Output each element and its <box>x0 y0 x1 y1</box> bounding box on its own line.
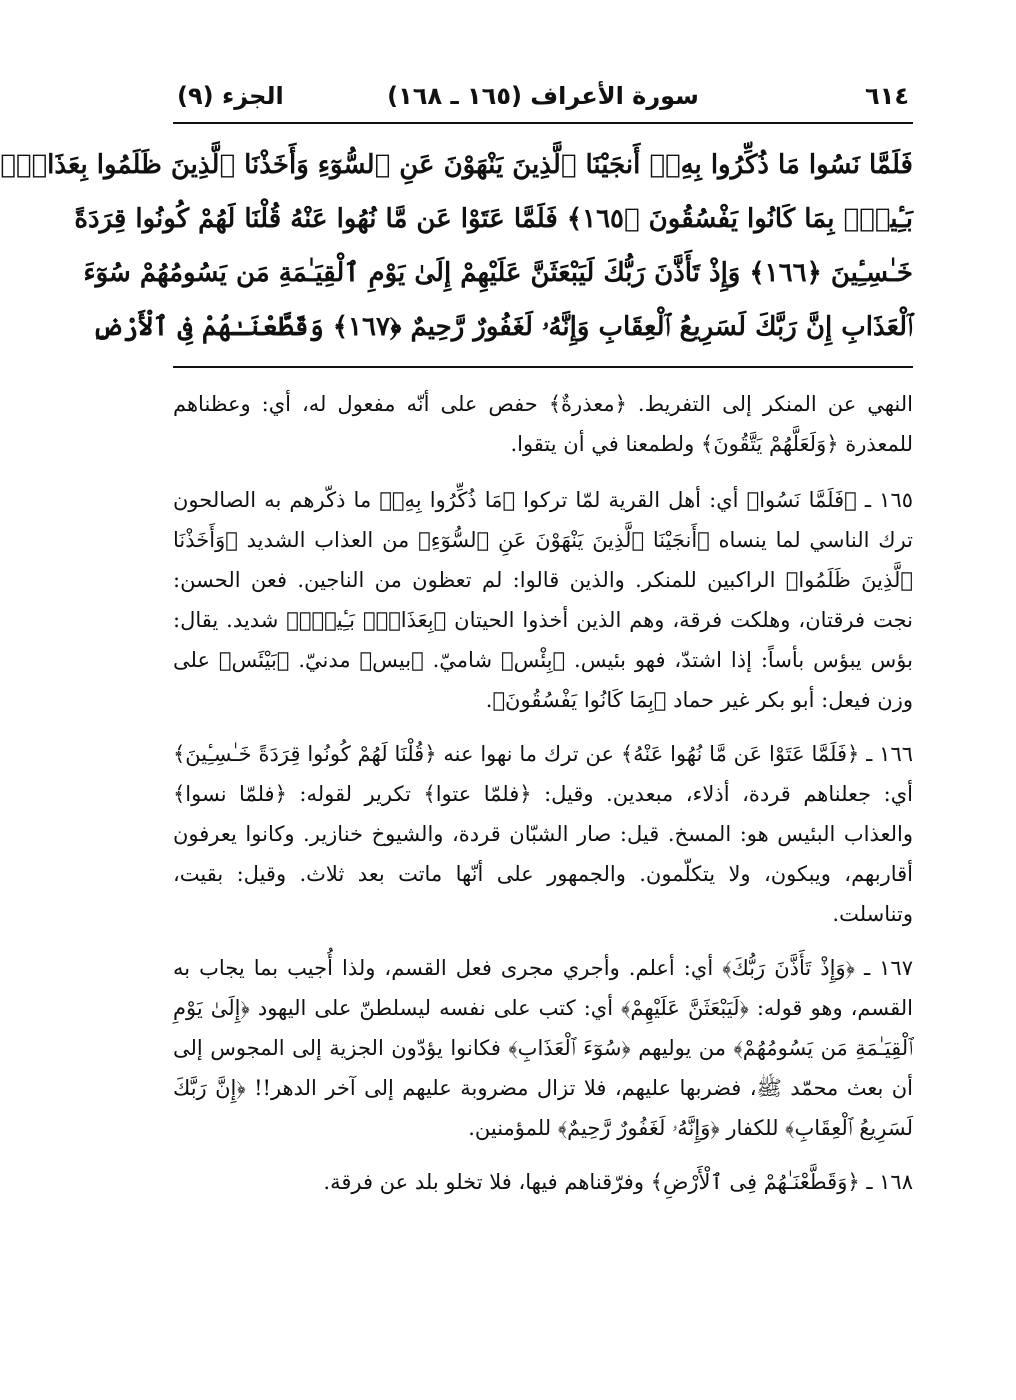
verse-number: ١٦٦ ـ <box>866 742 914 766</box>
commentary-verse-165 <box>173 480 913 720</box>
verse-number: ١٦٧ ـ <box>863 956 913 980</box>
verse-number: ١٦٥ ـ <box>864 488 914 512</box>
juz-label: الجزء (٩) <box>177 82 284 110</box>
quran-line: ٱلْعَذَابِ إِنَّ رَبَّكَ لَسَرِيعُ ٱلْعِقَابِ وَإِنَّهُۥ لَغَفُورٌ رَّحِيمٌ ﴿١٦٧﴾ وَقَطَّعْنَـٰهُمْ فِى ٱلْأَرْضِ <box>92 312 913 342</box>
surah-title: سورة الأعراف (١٦٥ ـ ١٦٨) <box>387 82 699 110</box>
commentary-intro: النهي عن المنكر إلى التفريط. ﴿معذرةٌ﴾ حفص على أنّه مفعول له، أي: وعظناهم للمعذرة ﴿وَلَعَلَّهُمْ يَتَّقُونَ﴾ ولطمعنا في أن يتقوا. <box>173 392 913 456</box>
verse-commentary-text: ﴿وَإِذْ تَأَذَّنَ رَبُّكَ﴾ أي: أعلم. وأجري مجرى فعل القسم، ولذا أُجيب بما يجاب به القسم، وهو قوله: ﴿لَيَبْعَثَنَّ عَلَيْهِمْ﴾ أي: كتب على نفسه ليسلطنّ على اليهود ﴿إِلَىٰ يَوْمِ ٱلْقِيَـٰمَةِ مَن يَسُومُهُمْ﴾ من يوليهم ﴿سُوٓءَ ٱلْعَذَابِ﴾ فكانوا يؤدّون الجزية إلى المجوس إلى أن بعث محمّد ﷺ، فضربها عليهم، فلا تزال مضروبة عليهم إلى آخر الدهر!! ﴿إِنَّ رَبَّكَ لَسَرِيعُ ٱلْعِقَابِ﴾ للكفار ﴿وَإِنَّهُۥ لَغَفُورٌ رَّحِيمٌ﴾ للمؤمنين. <box>173 956 913 1140</box>
book-page <box>0 78 914 1216</box>
commentary-verse-167 <box>173 948 913 1148</box>
verse-commentary-text: ﴿فَلَمَّا نَسُوا﴾ أي: أهل القرية لمّا تركوا ﴿مَا ذُكِّرُوا بِهِۦ﴾ ما ذكّرهم به الصالحون ترك الناسي لما ينساه ﴿أَنجَيْنَا ٱلَّذِينَ يَنْهَوْنَ عَنِ ٱلسُّوٓءِ﴾ من العذاب الشديد ﴿وَأَخَذْنَا ٱلَّذِينَ ظَلَمُوا﴾ الراكبين للمنكر. والذين قالوا: لم تعظون من الناجين. فعن الحسن: نجت فرقتان، وهلكت فرقة، وهم الذين أخذوا الحيتان ﴿بِعَذَابٍۭ بَـِٔيسٍۭ﴾ شديد. يقال: بؤس يبؤس بأساً: إذا اشتدّ، فهو بئيس. ﴿بِئْس﴾ شاميّ. ﴿بيس﴾ مدنيّ. ﴿بَيْئَس﴾ على وزن فيعل: أبو بكر غير حماد ﴿بِمَا كَانُوا يَفْسُقُونَ﴾. <box>173 488 913 712</box>
quran-text-block <box>0 124 913 368</box>
commentary-verse-166 <box>173 734 913 934</box>
commentary-verse-168 <box>173 1162 913 1202</box>
quran-line: فَلَمَّا نَسُوا مَا ذُكِّرُوا بِهِۦٓ أَنجَيْنَا ٱلَّذِينَ يَنْهَوْنَ عَنِ ٱلسُّوٓءِ وَأَخَذْنَا ٱلَّذِينَ ظَلَمُوا بِعَذَابٍۭ <box>0 150 913 180</box>
page-number: ٦١٤ <box>865 82 909 110</box>
verse-commentary-text: ﴿فَلَمَّا عَتَوْا عَن مَّا نُهُوا عَنْهُ﴾ عن ترك ما نهوا عنه ﴿قُلْنَا لَهُمْ كُونُوا قِرَدَةً خَـٰسِـِٔينَ﴾ أي: جعلناهم قردة، أذلاء، مبعدين. وقيل: ﴿فلمّا عتوا﴾ تكرير لقوله: ﴿فلمّا نسوا﴾ والعذاب البئيس هو: المسخ. قيل: صار الشبّان قردة، والشيوخ خنازير. وكانوا يعرفون أقاربهم، ويبكون، ولا يتكلّمون. والجمهور على أنّها ماتت بعد ثلاث. وقيل: بقيت، وتناسلت. <box>173 742 913 926</box>
verse-commentary-text: ﴿وَقَطَّعْنَـٰهُمْ فِى ٱلْأَرْضِ﴾ وفرّقناهم فيها، فلا تخلو بلد عن فرقة. <box>323 1170 860 1194</box>
quran-line: خَـٰسِـِٔينَ ﴿١٦٦﴾ وَإِذْ تَأَذَّنَ رَبُّكَ لَيَبْعَثَنَّ عَلَيْهِمْ إِلَىٰ يَوْمِ ٱلْقِيَـٰمَةِ مَن يَسُومُهُمْ سُوٓءَ <box>83 258 913 288</box>
verse-number: ١٦٨ ـ <box>866 1170 913 1194</box>
commentary <box>173 384 913 1202</box>
running-header <box>173 78 913 124</box>
quran-line: بَـِٔيسٍۭ بِمَا كَانُوا يَفْسُقُونَ ﴿١٦٥﴾ فَلَمَّا عَتَوْا عَن مَّا نُهُوا عَنْهُ قُلْنَا لَهُمْ كُونُوا قِرَدَةً <box>74 204 913 234</box>
